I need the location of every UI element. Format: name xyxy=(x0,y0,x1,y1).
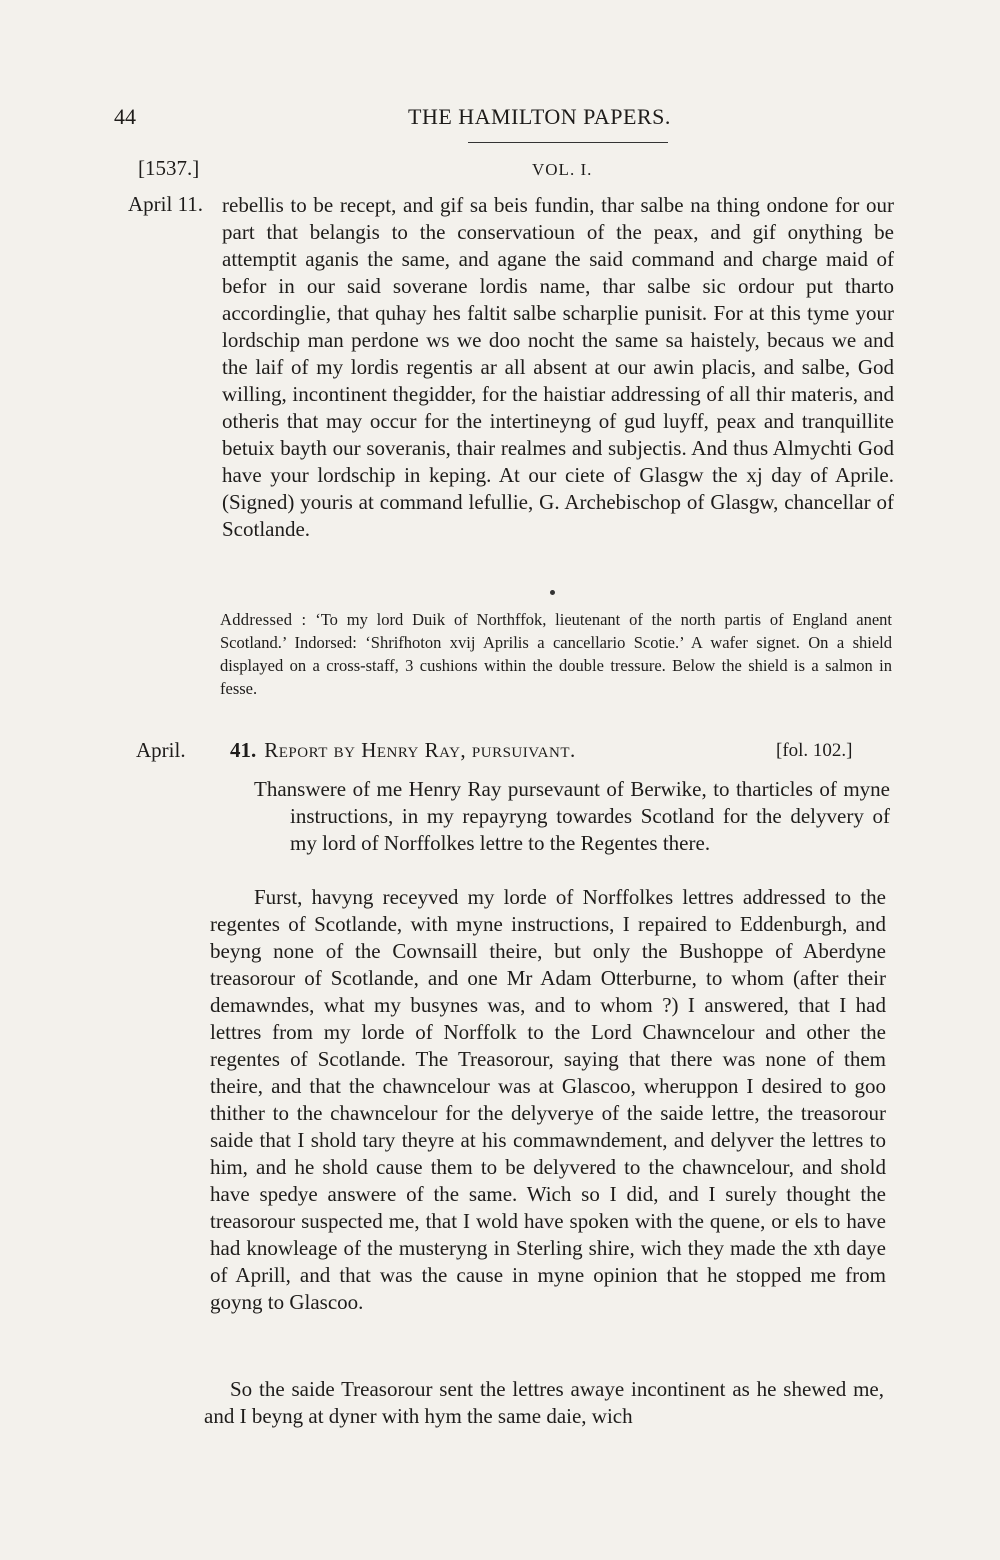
report-paragraph-1: Furst, havyng receyved my lorde of Norffolkes lettres addressed to the regentes of Scotlande, with myne instructions, I repaired to Eddenburgh, and beyng none of the Cownsaill theire, but only the Bushoppe of Aberdyne treasorour of Scotlande, and one Mr Adam Otterburne, to whom (after their demawndes, what my busynes was, and to whom ?) I answered, that I had lettres from my lorde of Norffolk to the Lord Chawncelour and other the regentes of Scotlande. The Treasorour, saying that there was none of them theire, and that the chawncelour was at Glascoo, wheruppon I desired to goo thither to the chawncelour for the delyverye of the saide lettre, the treasorour saide that I shold tary theyre at his commawndement, and delyver the lettres to him, and he shold cause them to be delyvered to the chawncelour, and shold have spedye answere of the same. Wich so I did, and I surely thought the treasorour suspected me, that I wold have spoken with the quene, or els to have had knowleage of the musteryng in Sterling shire, wich they made the xth daye of Aprill, and that was the cause in myne opinion that he stopped me from goyng to Glascoo. xyxy=(210,885,886,1314)
note-text: ‘To my lord Duik of Northffok, lieutenant of the north partis of England anent Scotland.’ Indorsed: ‘Shrifhoton xvij Aprilis a cancellario Scotie.’ A wafer signet. On a shield displayed on a cross-staff, 3 cushions within the double tressure. Below the shield is a salmon in fesse. xyxy=(220,610,892,698)
entry-heading xyxy=(230,738,576,763)
margin-date-april-11: April 11. xyxy=(128,192,204,216)
entry-number: 41. xyxy=(230,738,257,762)
page-header xyxy=(0,104,1000,136)
entry-title: Report by Henry Ray, pursuivant. xyxy=(264,738,576,762)
volume-label: VOL. I. xyxy=(532,160,593,179)
year-label: [1537.] xyxy=(138,156,200,180)
margin-date-april: April. xyxy=(136,738,186,762)
separator-dot xyxy=(550,590,555,595)
report-opening xyxy=(254,776,890,857)
report-opening-text: Thanswere of me Henry Ray pursevaunt of Berwike, to tharticles of myne instructions, in my repayryng towardes Scotland for the delyvery of my lord of Norffolkes lettre to the Regentes there. xyxy=(254,777,890,855)
header-rule xyxy=(468,142,668,143)
report-paragraph-2: So the saide Treasorour sent the lettres awaye incontinent as he shewed me, and I beyng at dyner with hym the same daie, wich xyxy=(204,1377,884,1428)
page-number: 44 xyxy=(114,104,136,129)
folio-reference: [fol. 102.] xyxy=(776,740,853,761)
note-label: Addressed : xyxy=(220,610,307,629)
letter-continued-text: rebellis to be recept, and gif sa beis fundin, thar salbe na thing ondone for our part that belangis to the conservatioun of the peax, and gif onything be attemptit aganis the same, and agane the said command and charge maid of befor in our said soverane lordis name, thar salbe sic ordour put tharto accordinglie, that quhay hes faltit salbe scharplie punisit. For at this tyme your lordschip man perdone ws we doo nocht the same sa haistely, becaus we and the laif of my lordis regentis ar all absent at our awin placis, and salbe, God willing, incontinent thegidder, for the haistiar addressing of all thir materis, and otheris that may occur for the intertineyng of gud luyff, peax and tranquillite betuix bayth our soveranis, thair realmes and subjectis. And thus Almychti God have your lordschip in keping. At our ciete of Glasgw the xj day of Aprile. (Signed) youris at command lefullie, G. Archebischop of Glasgw, chancellar of Scotlande. xyxy=(222,193,894,541)
address-note xyxy=(220,608,892,700)
running-title: THE HAMILTON PAPERS. xyxy=(408,104,671,129)
